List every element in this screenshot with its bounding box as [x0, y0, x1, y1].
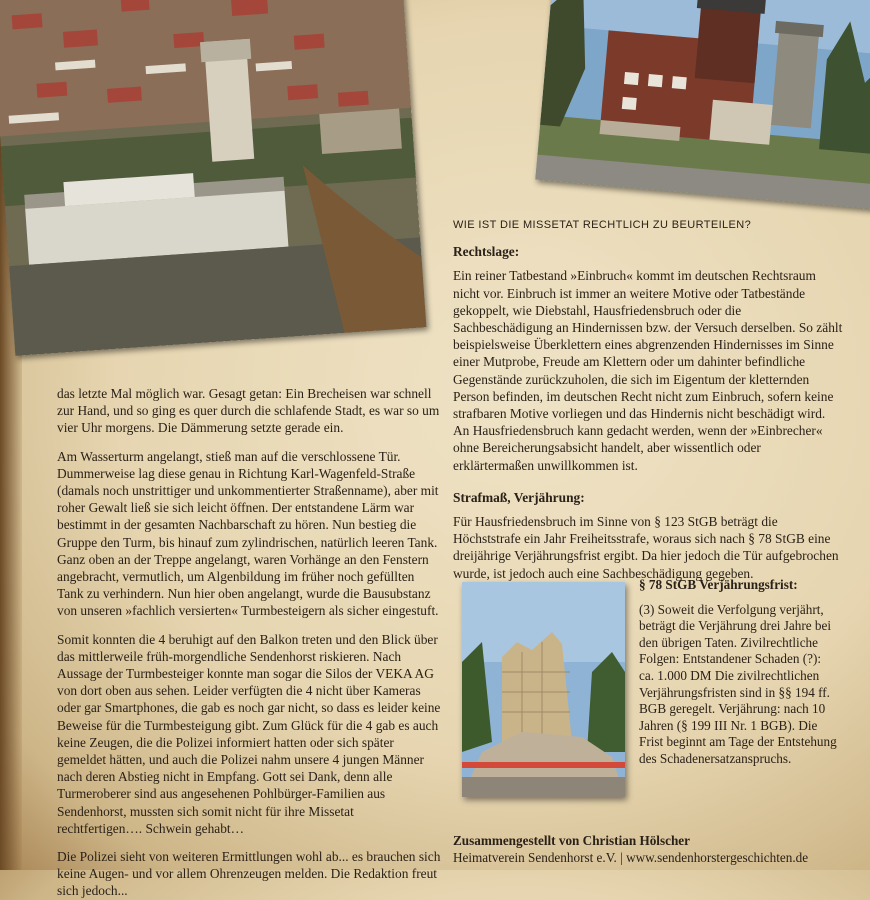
footer-line	[453, 849, 870, 866]
aerial-photo	[0, 0, 426, 356]
right-column	[453, 217, 843, 582]
legal-heading: Rechtslage:	[453, 244, 520, 260]
statute-text: (3) Soweit die Verfolgung verjährt, beträgt die Verjährung drei Jahre bei den übrigen Taten. Zivilrechtliche Folgen: Entstandener Schaden (?): ca. 1.000 DM Die zivilrechtlichen Verjährungsfristen sind in §§ 194 ff. BGB geregelt. Verjährung: nach 10 Jahren (§ 199 III Nr. 1 BGB). Die Frist beginnt am Tage der Entstehung des Schadenersatzanspruchs.	[639, 601, 837, 766]
compiled-by: Zusammengestellt von Christian Hölscher	[453, 833, 691, 848]
left-paragraph: Am Wasserturm angelangt, stieß man auf die verschlossene Tür. Dummerweise lag diese genau in Richtung Karl-Wagenfeld-Straße (damals noch unstrittiger und unkommentierter Straßenname), aber mit roher Gewalt ließ sie sich leicht öffnen. Der entstandene Lärm war bestimmt in der gesamten Nachbarschaft zu hören. Nun bestieg die Gruppe den Turm, bis hinauf zum zylindrischen, natürlich leeren Tank. Ganz oben an der Treppe angelangt, waren Vorhänge an den Fenstern angebracht, vermutlich, um Algenbildung im früher noch gefüllten Tank zu verhindern. Nun hier oben angelangt, wurde die Bausubstanz von unseren »fachlich versierten« Turmbesteigern als sicher eingestuft.	[57, 448, 439, 619]
demolition-photo	[462, 582, 625, 797]
section-heading: WIE IST DIE MISSETAT RECHTLICH ZU BEURTEILEN?	[453, 219, 752, 231]
organization-name: Heimatverein Sendenhorst e.V.	[453, 850, 617, 865]
left-column	[57, 385, 442, 900]
statute-box	[639, 577, 839, 768]
penalty-heading: Strafmaß, Verjährung:	[453, 489, 585, 505]
footer-credits	[453, 832, 870, 866]
footer-separator: |	[620, 850, 623, 865]
left-paragraph: Somit konnten die 4 beruhigt auf den Balkon treten und den Blick über das mittlerweile früh-morgendliche Sendenhorst riskieren. Nach Aussage der Turmbesteiger konnte man sogar die Silos der VEKA AG von dort oben aus sehen. Leider verfügten die 4 nicht über Kameras oder gar Smartphones, die gab es noch gar nicht, so dass es leider keine Beweise für die Turmbesteigung gibt. Zum Glück für die 4 gab es auch keine Zeugen, die die Polizei informiert hatten oder sich später gemeldet hätten, und auch die Polizei nahm unsere 4 jungen Männer nach deren Abstieg nicht in Empfang. Gott sei Dank, denn alle Turmeroberer sind aus angesehenen Pohlbürger-Familien aus Sendenhorst, mussten sich somit nicht für ihre Missetat rechtfertigen…. Schwein gehabt…	[57, 631, 441, 836]
legal-text: Ein reiner Tatbestand »Einbruch« kommt im deutschen Rechtsraum nicht vor. Einbruch ist immer an weitere Motive oder Tatbestände gekoppelt, wie Diebstahl, Hausfriedensbruch oder die Sachbeschädigung an Hindernissen bzw. der Versuch derselben. So zählt beispielsweise Überklettern eines abgrenzenden Hindernisses im Sinne einer Mutprobe, Freude am Klettern oder um dahinter befindliche Gegenstände zurückzuholen, die sich im Eigentum der kletternden Person befinden, im deutschen Recht nicht zum Einbruch, sofern keine strafbaren Motive vorliegen und das Hindernis nicht beschädigt wird. An Hausfriedensbruch kann gedacht werden, wenn der »Einbrecher« ohne Bereicherungsabsicht handelt, aber wissentlich oder erklärtermaßen unwillkommen ist.	[453, 268, 843, 473]
left-paragraph: Die Polizei sieht von weiteren Ermittlungen wohl ab... es brauchen sich keine Augen- und vor allem Ohrenzeugen melden. Die Redaktion freut sich jedoch...	[57, 849, 441, 899]
website-link[interactable]: www.sendenhorstergeschichten.de	[626, 850, 809, 865]
left-paragraph: das letzte Mal möglich war. Gesagt getan: Ein Brecheisen war schnell zur Hand, und so ging es quer durch die schlafende Stadt, es war so um vier Uhr morgens. Die Dämmerung setzte gerade ein.	[57, 386, 440, 436]
penalty-text: Für Hausfriedensbruch im Sinne von § 123 StGB beträgt die Höchststrafe ein Jahr Freiheitsstrafe, woraus sich nach § 78 StGB eine dreijährige Verjährungsfrist ergibt. Da hier jedoch die Tür aufgebrochen wurde, ist jedoch auch eine Sachbeschädigung gegeben.	[453, 514, 839, 581]
tower-photo	[535, 0, 870, 210]
statute-heading: § 78 StGB Verjährungsfrist:	[639, 577, 798, 592]
